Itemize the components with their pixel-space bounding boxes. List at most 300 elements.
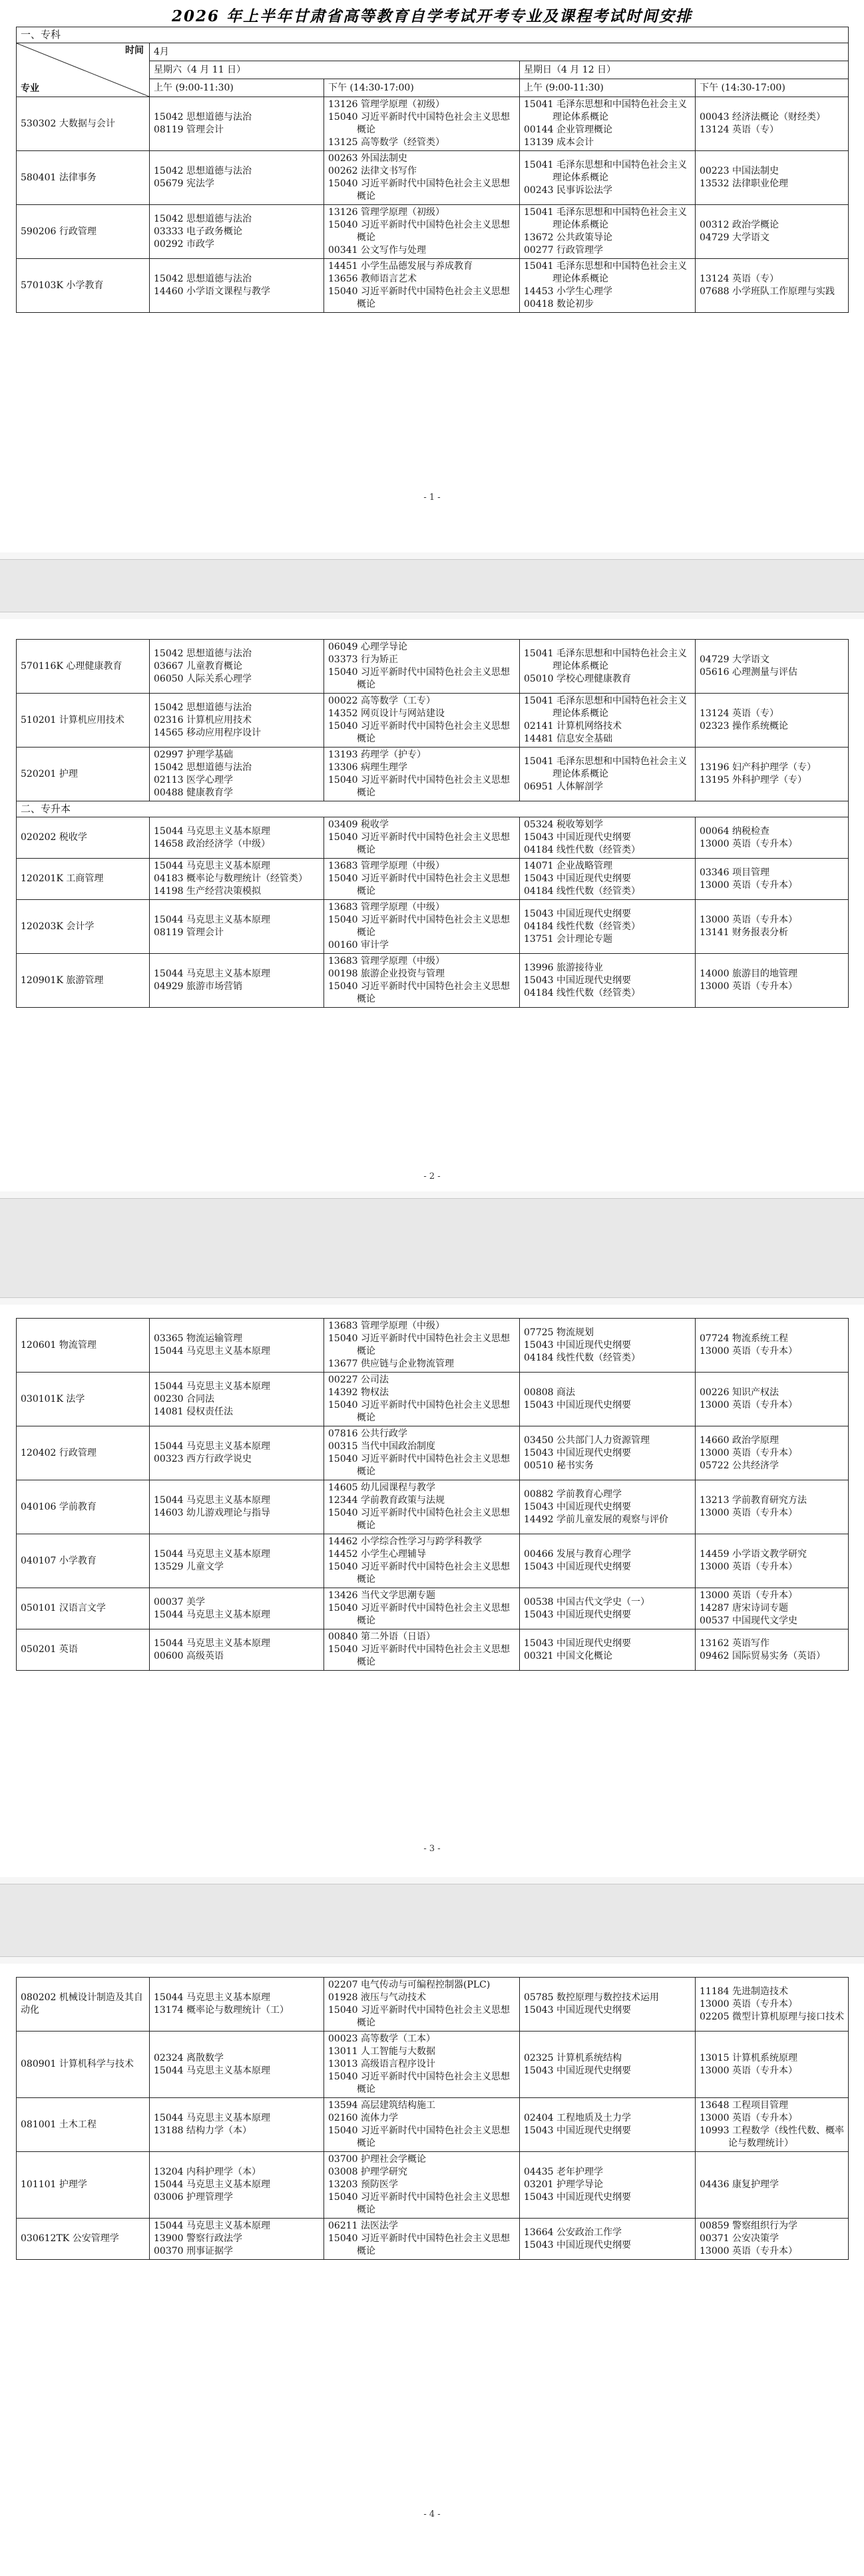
course-item: 15044 马克思主义基本原理	[154, 968, 270, 979]
course-cell	[520, 1629, 696, 1671]
course-item: 13195 外科护理学（专）	[700, 775, 807, 785]
course-item: 15040 习近平新时代中国特色社会主义思想概论	[328, 873, 510, 897]
course-cell	[324, 1534, 520, 1588]
course-cell	[520, 817, 696, 859]
course-item: 13000 英语（专升本）	[700, 2113, 797, 2123]
table-row	[17, 2098, 849, 2152]
schedule-table-2	[16, 639, 849, 1008]
course-item: 15044 马克思主义基本原理	[154, 1549, 270, 1560]
course-item: 14660 政治学原理	[700, 1434, 779, 1446]
course-item: 13996 旅游接待业	[524, 962, 603, 973]
course-item: 14462 小学综合性学习与跨学科教学	[328, 1536, 482, 1547]
course-item: 00840 第二外语（日语）	[328, 1631, 435, 1642]
course-cell	[696, 640, 849, 694]
course-cell	[696, 1534, 849, 1588]
course-cell	[150, 1319, 324, 1373]
course-item: 15040 习近平新时代中国特色社会主义思想概论	[328, 832, 510, 855]
course-item: 14605 幼儿园课程与教学	[328, 1482, 435, 1493]
page-3	[0, 1305, 864, 1877]
course-item: 00043 经济法概论（财经类）	[700, 112, 825, 122]
course-item: 00263 外国法制史	[328, 153, 407, 164]
course-cell	[150, 151, 324, 205]
course-item: 12344 学前教育政策与法规	[328, 1495, 445, 1506]
course-item: 13124 英语（专）	[700, 124, 779, 135]
course-item: 04184 线性代数（经管类）	[524, 921, 640, 932]
course-item: 15040 习近平新时代中国特色社会主义思想概论	[328, 721, 510, 744]
course-item: 03008 护理学研究	[328, 2167, 407, 2177]
course-item: 13013 高级语言程序设计	[328, 2059, 435, 2069]
page-number: - 3 -	[423, 1844, 441, 1854]
course-cell	[520, 1373, 696, 1426]
course-item: 05616 心理测量与评估	[700, 667, 797, 678]
course-item: 15044 马克思主义基本原理	[154, 861, 270, 871]
course-cell	[696, 900, 849, 954]
course-item: 03409 税收学	[328, 819, 389, 830]
page-number: - 1 -	[423, 493, 441, 503]
course-item: 14565 移动应用程序设计	[154, 727, 261, 738]
course-item: 02325 计算机系统结构	[524, 2052, 622, 2063]
course-item: 02997 护理学基础	[154, 750, 233, 760]
course-item: 15043 中国近现代史纲要	[524, 2005, 631, 2016]
course-item: 00466 发展与教育心理学	[524, 1549, 631, 1560]
course-cell	[520, 954, 696, 1008]
course-item: 15044 马克思主义基本原理	[154, 1495, 270, 1506]
course-item: 13000 英语（专升本）	[700, 2246, 797, 2256]
table-row	[17, 1534, 849, 1588]
course-item: 13213 学前教育研究方法	[700, 1495, 807, 1506]
course-item: 15040 习近平新时代中国特色社会主义思想概论	[328, 1333, 510, 1357]
course-item: 14287 唐宋诗词专题	[700, 1603, 788, 1613]
course-item: 14081 侵权责任法	[154, 1406, 233, 1417]
major-name: 120201K 工商管理	[17, 859, 150, 900]
table-row	[17, 859, 849, 900]
course-cell	[520, 2219, 696, 2260]
course-item: 15043 中国近现代史纲要	[524, 908, 631, 919]
course-item: 15041 毛泽东思想和中国特色社会主义理论体系概论	[524, 755, 687, 779]
course-cell	[150, 97, 324, 151]
page-1	[0, 0, 864, 552]
saturday-header: 星期六（4 月 11 日）	[150, 61, 520, 79]
course-item: 15042 思想道德与法治	[154, 702, 252, 713]
course-item: 13174 概率论与数理统计（工）	[154, 2005, 289, 2016]
course-item: 00277 行政管理学	[524, 245, 603, 256]
course-item: 13015 计算机系统原理	[700, 2052, 797, 2063]
course-item: 15041 毛泽东思想和中国特色社会主义理论体系概论	[524, 648, 687, 672]
course-item: 14392 物权法	[328, 1387, 389, 1398]
course-cell	[696, 2098, 849, 2152]
course-item: 15043 中国近现代史纲要	[524, 832, 631, 843]
course-item: 13204 内科护理学（本）	[154, 2167, 261, 2177]
course-item: 13900 警察行政法学	[154, 2233, 242, 2244]
course-item: 13188 结构力学（本）	[154, 2125, 252, 2136]
table-row	[17, 1373, 849, 1426]
course-item: 15040 习近平新时代中国特色社会主义思想概论	[328, 1562, 510, 1585]
course-cell	[324, 817, 520, 859]
course-cell	[520, 1426, 696, 1480]
course-cell	[696, 1373, 849, 1426]
course-cell	[324, 1480, 520, 1534]
sunday-header: 星期日（4 月 12 日）	[520, 61, 849, 79]
course-item: 13594 高层建筑结构施工	[328, 2100, 435, 2111]
course-item: 13126 管理学原理（初级）	[328, 99, 445, 110]
course-cell	[150, 1588, 324, 1629]
course-item: 00859 警察组织行为学	[700, 2221, 797, 2231]
major-name: 050101 汉语言文学	[17, 1588, 150, 1629]
schedule-table-1	[16, 27, 849, 313]
course-cell	[150, 1373, 324, 1426]
table-row	[17, 259, 849, 313]
course-cell	[696, 694, 849, 748]
course-item: 13683 管理学原理（中级）	[328, 1321, 445, 1331]
course-item: 13426 当代文学思潮专题	[328, 1590, 435, 1601]
course-cell	[150, 2032, 324, 2098]
course-cell	[150, 1534, 324, 1588]
course-item: 02160 流体力学	[328, 2113, 398, 2123]
course-item: 13196 妇产科护理学（专）	[700, 762, 816, 773]
course-item: 00808 商法	[524, 1387, 575, 1398]
course-item: 07816 公共行政学	[328, 1428, 407, 1439]
course-item: 15042 思想道德与法治	[154, 274, 252, 284]
course-cell	[696, 817, 849, 859]
course-item: 00315 当代中国政治制度	[328, 1441, 435, 1452]
course-item: 13203 预防医学	[328, 2179, 398, 2190]
course-item: 02316 计算机应用技术	[154, 714, 252, 726]
course-item: 03333 电子政务概论	[154, 226, 242, 237]
course-item: 13000 英语（专升本）	[700, 1508, 797, 1518]
course-cell	[150, 1426, 324, 1480]
table-row	[17, 954, 849, 1008]
course-item: 13000 英语（专升本）	[700, 981, 797, 992]
course-item: 00022 高等数学（工专）	[328, 696, 435, 706]
month-header: 4月	[150, 43, 849, 61]
course-cell	[520, 1480, 696, 1534]
course-item: 00323 西方行政学说史	[154, 1454, 252, 1464]
table-row	[17, 2152, 849, 2219]
course-item: 00226 知识产权法	[700, 1387, 779, 1398]
course-item: 03373 行为矫正	[328, 654, 398, 665]
course-cell	[150, 205, 324, 259]
course-item: 15043 中国近现代史纲要	[524, 2065, 631, 2076]
course-item: 15042 思想道德与法治	[154, 112, 252, 122]
course-cell	[324, 900, 520, 954]
course-cell	[324, 2032, 520, 2098]
course-item: 00341 公文写作与处理	[328, 245, 426, 256]
section-heading: 一、专科	[17, 27, 849, 43]
course-item: 13672 公共政策导论	[524, 232, 612, 243]
course-item: 14352 网页设计与网站建设	[328, 708, 445, 719]
page-gap	[0, 1191, 864, 1305]
course-item: 13306 病理生理学	[328, 762, 407, 773]
course-cell	[150, 748, 324, 801]
course-item: 13683 管理学原理（中级）	[328, 956, 445, 966]
course-item: 03006 护理管理学	[154, 2192, 233, 2203]
course-item: 04184 线性代数（经管类）	[524, 987, 640, 998]
course-item: 10993 工程数学（线性代数、概率论与数理统计）	[700, 2125, 844, 2149]
course-item: 15043 中国近现代史纲要	[524, 2192, 631, 2203]
table-row	[17, 151, 849, 205]
course-item: 14452 小学生心理辅导	[328, 1549, 426, 1560]
course-item: 14603 幼儿游戏理论与指导	[154, 1508, 270, 1518]
course-item: 15044 马克思主义基本原理	[154, 1346, 270, 1357]
course-cell	[696, 2032, 849, 2098]
course-cell	[696, 2152, 849, 2219]
course-item: 06049 心理学导论	[328, 642, 407, 652]
page-2	[0, 619, 864, 1191]
course-item: 00230 合同法	[154, 1393, 214, 1404]
course-cell	[696, 1629, 849, 1671]
course-cell	[150, 817, 324, 859]
course-item: 00370 刑事证据学	[154, 2246, 233, 2256]
course-item: 15044 马克思主义基本原理	[154, 1992, 270, 2003]
course-item: 15044 马克思主义基本原理	[154, 2179, 270, 2190]
course-cell	[150, 900, 324, 954]
major-name: 081001 土木工程	[17, 2098, 150, 2152]
course-item: 15040 习近平新时代中国特色社会主义思想概论	[328, 1454, 510, 1477]
course-item: 13529 儿童文学	[154, 1562, 224, 1572]
table-row	[17, 748, 849, 801]
course-item: 13000 英语（专升本）	[700, 838, 797, 849]
course-item: 13648 工程项目管理	[700, 2100, 788, 2111]
course-item: 15043 中国近现代史纲要	[524, 873, 631, 884]
table-row	[17, 817, 849, 859]
course-cell	[324, 640, 520, 694]
course-cell	[520, 2152, 696, 2219]
course-item: 00600 高级英语	[154, 1650, 224, 1661]
table-row	[17, 205, 849, 259]
course-item: 00371 公安决策学	[700, 2233, 779, 2244]
course-item: 06050 人际关系心理学	[154, 673, 252, 684]
course-item: 04729 大学语文	[700, 232, 769, 243]
course-item: 00882 学前教育心理学	[524, 1488, 622, 1500]
course-cell	[520, 151, 696, 205]
course-item: 00037 美学	[154, 1596, 205, 1608]
course-item: 00292 市政学	[154, 238, 214, 250]
course-cell	[696, 1426, 849, 1480]
course-cell	[520, 859, 696, 900]
page-title: 2026 年上半年甘肃省高等教育自学考试开考专业及课程考试时间安排	[171, 7, 693, 25]
course-item: 15044 马克思主义基本原理	[154, 2221, 270, 2231]
course-cell	[150, 2098, 324, 2152]
course-item: 15044 马克思主义基本原理	[154, 1381, 270, 1392]
major-name: 030101K 法学	[17, 1373, 150, 1426]
course-item: 05324 税收筹划学	[524, 819, 603, 830]
table-row	[17, 1319, 849, 1373]
course-item: 13683 管理学原理（中级）	[328, 861, 445, 871]
course-item: 15041 毛泽东思想和中国特色社会主义理论体系概论	[524, 207, 687, 230]
course-item: 15040 习近平新时代中国特色社会主义思想概论	[328, 178, 510, 202]
course-item: 13532 法律职业伦理	[700, 178, 788, 189]
course-cell	[520, 2098, 696, 2152]
course-item: 03365 物流运输管理	[154, 1333, 242, 1344]
course-item: 00160 审计学	[328, 940, 389, 951]
course-cell	[150, 859, 324, 900]
course-cell	[324, 205, 520, 259]
major-name: 530302 大数据与会计	[17, 97, 150, 151]
course-cell	[324, 1426, 520, 1480]
course-cell	[150, 1978, 324, 2032]
course-item: 13124 英语（专）	[700, 708, 779, 719]
course-cell	[696, 1978, 849, 2032]
course-item: 04435 老年护理学	[524, 2167, 603, 2177]
course-item: 15042 思想道德与法治	[154, 166, 252, 176]
table-row	[17, 1629, 849, 1671]
course-cell	[324, 259, 520, 313]
course-cell	[324, 1978, 520, 2032]
major-name: 520201 护理	[17, 748, 150, 801]
page-gap	[0, 552, 864, 619]
course-item: 13751 会计理论专题	[524, 933, 612, 945]
course-item: 15043 中国近现代史纲要	[524, 1447, 631, 1458]
course-item: 07688 小学班队工作原理与实践	[700, 286, 835, 297]
course-item: 15041 毛泽东思想和中国特色社会主义理论体系概论	[524, 696, 687, 719]
course-item: 14492 学前儿童发展的观察与评价	[524, 1514, 668, 1525]
course-cell	[520, 259, 696, 313]
course-item: 13000 英语（专升本）	[700, 879, 797, 891]
course-item: 14451 小学生品德发展与养成教育	[328, 261, 473, 272]
table-row	[17, 900, 849, 954]
table-row	[17, 2032, 849, 2098]
table-row	[17, 1426, 849, 1480]
course-item: 13126 管理学原理（初级）	[328, 207, 445, 218]
course-item: 15043 中国近现代史纲要	[524, 974, 631, 986]
course-item: 00418 数论初步	[524, 299, 594, 310]
course-item: 00064 纳税检查	[700, 825, 769, 837]
page-gap	[0, 1877, 864, 1964]
course-item: 13125 高等数学（经管类）	[328, 137, 445, 148]
major-name: 080901 计算机科学与技术	[17, 2032, 150, 2098]
course-item: 13000 英语（专升本）	[700, 1998, 797, 2010]
course-item: 14000 旅游目的地管理	[700, 968, 797, 979]
morning-header: 上午 (9:00-11:30)	[520, 79, 696, 97]
major-name: 510201 计算机应用技术	[17, 694, 150, 748]
course-cell	[324, 1588, 520, 1629]
course-item: 13000 英语（专升本）	[700, 1400, 797, 1410]
major-name: 030612TK 公安管理学	[17, 2219, 150, 2260]
course-item: 13193 药理学（护专）	[328, 750, 426, 760]
course-item: 05722 公共经济学	[700, 1460, 779, 1471]
course-item: 04184 线性代数（经管类）	[524, 886, 640, 897]
course-item: 15043 中国近现代史纲要	[524, 1339, 631, 1351]
course-cell	[150, 954, 324, 1008]
course-item: 07724 物流系统工程	[700, 1333, 788, 1344]
course-cell	[696, 97, 849, 151]
course-cell	[520, 97, 696, 151]
afternoon-header: 下午 (14:30-17:00)	[696, 79, 849, 97]
course-item: 15040 习近平新时代中国特色社会主义思想概论	[328, 1603, 510, 1626]
course-item: 15044 马克思主义基本原理	[154, 915, 270, 925]
major-name: 040106 学前教育	[17, 1480, 150, 1534]
major-name: 120402 行政管理	[17, 1426, 150, 1480]
course-cell	[150, 1629, 324, 1671]
course-item: 15042 思想道德与法治	[154, 648, 252, 659]
major-name: 020202 税收学	[17, 817, 150, 859]
course-item: 15040 习近平新时代中国特色社会主义思想概论	[328, 2071, 510, 2095]
course-item: 13664 公安政治工作学	[524, 2227, 622, 2238]
course-item: 13656 教师语言艺术	[328, 274, 417, 284]
course-item: 15042 思想道德与法治	[154, 213, 252, 224]
course-item: 02404 工程地质及土力学	[524, 2113, 631, 2123]
schedule-table-3	[16, 1318, 849, 1671]
course-item: 15040 习近平新时代中国特色社会主义思想概论	[328, 220, 510, 243]
course-item: 00243 民事诉讼法学	[524, 184, 612, 196]
course-item: 13139 成本会计	[524, 137, 594, 148]
course-item: 15044 马克思主义基本原理	[154, 1609, 270, 1620]
course-item: 14658 政治经济学（中级）	[154, 838, 270, 849]
table-row	[17, 640, 849, 694]
course-cell	[150, 2219, 324, 2260]
major-name: 080202 机械设计制造及其自动化	[17, 1978, 150, 2032]
course-item: 05010 学校心理健康教育	[524, 673, 631, 684]
course-item: 15040 习近平新时代中国特色社会主义思想概论	[328, 1400, 510, 1423]
course-item: 00537 中国现代文学史	[700, 1615, 797, 1626]
table-row	[17, 2219, 849, 2260]
course-item: 15043 中国近现代史纲要	[524, 1637, 631, 1649]
course-item: 15044 马克思主义基本原理	[154, 2113, 270, 2123]
table-row	[17, 1588, 849, 1629]
course-item: 15040 习近平新时代中国特色社会主义思想概论	[328, 2125, 510, 2149]
course-item: 14198 生产经营决策模拟	[154, 886, 261, 897]
major-name: 050201 英语	[17, 1629, 150, 1671]
course-cell	[324, 1319, 520, 1373]
course-item: 05785 数控原理与数控技术运用	[524, 1992, 659, 2003]
course-cell	[324, 954, 520, 1008]
course-item: 00023 高等数学（工本）	[328, 2034, 435, 2044]
course-item: 15040 习近平新时代中国特色社会主义思想概论	[328, 286, 510, 310]
course-item: 00198 旅游企业投资与管理	[328, 968, 445, 979]
course-item: 13141 财务报表分析	[700, 927, 788, 938]
course-cell	[324, 97, 520, 151]
table-row	[17, 97, 849, 151]
corner-major-label: 专业	[21, 83, 39, 94]
page-4	[0, 1964, 864, 2576]
course-cell	[150, 694, 324, 748]
course-item: 00223 中国法制史	[700, 166, 779, 176]
course-item: 05679 宪法学	[154, 178, 214, 189]
course-item: 11184 先进制造技术	[700, 1986, 788, 1997]
course-item: 03667 儿童教育概论	[154, 660, 242, 672]
course-cell	[520, 1978, 696, 2032]
course-cell	[324, 859, 520, 900]
course-item: 15044 马克思主义基本原理	[154, 1441, 270, 1452]
course-cell	[696, 259, 849, 313]
course-item: 00144 企业管理概论	[524, 124, 612, 135]
course-item: 01928 液压与气动技术	[328, 1992, 426, 2003]
course-item: 15040 习近平新时代中国特色社会主义思想概论	[328, 1508, 510, 1531]
course-cell	[520, 640, 696, 694]
course-item: 02141 计算机网络技术	[524, 721, 622, 732]
header-corner	[17, 43, 150, 97]
section-row	[17, 801, 849, 817]
course-item: 15040 习近平新时代中国特色社会主义思想概论	[328, 915, 510, 938]
course-cell	[150, 259, 324, 313]
course-item: 13000 英语（专升本）	[700, 2065, 797, 2076]
course-item: 13000 英语（专升本）	[700, 1590, 797, 1601]
course-item: 15043 中国近现代史纲要	[524, 2239, 631, 2251]
course-cell	[324, 2219, 520, 2260]
course-item: 13011 人工智能与大数据	[328, 2046, 435, 2057]
course-cell	[696, 205, 849, 259]
course-item: 06951 人体解剖学	[524, 781, 603, 792]
course-item: 00312 政治学概论	[700, 220, 779, 230]
course-item: 14481 信息安全基础	[524, 734, 612, 744]
course-item: 15043 中国近现代史纲要	[524, 2125, 631, 2136]
course-item: 00262 法律文书写作	[328, 166, 417, 176]
course-item: 00227 公司法	[328, 1375, 389, 1385]
course-item: 15043 中国近现代史纲要	[524, 1562, 631, 1572]
table-row	[17, 1978, 849, 2032]
table-row	[17, 694, 849, 748]
course-cell	[520, 2032, 696, 2098]
